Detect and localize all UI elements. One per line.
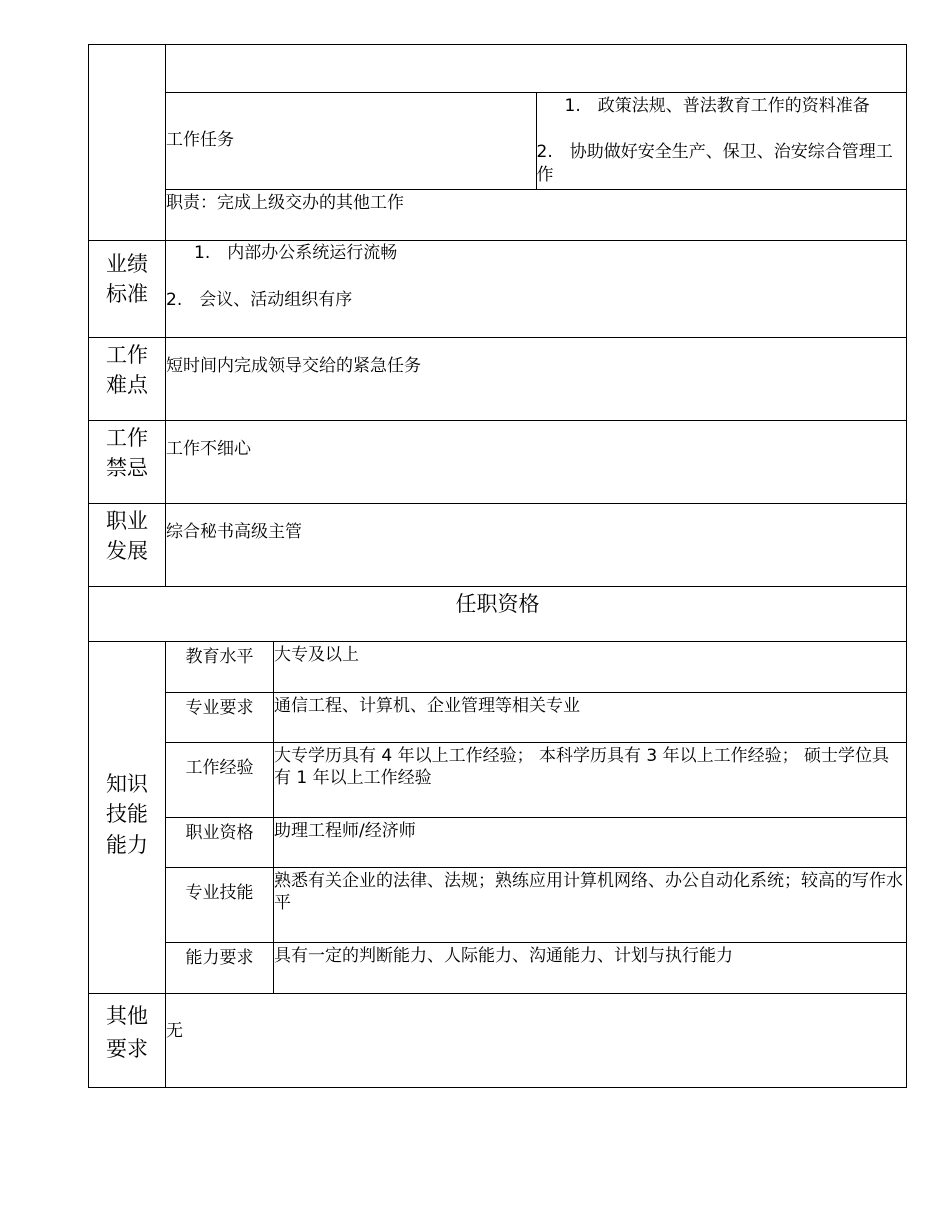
- qualification-row-value: 具有一定的判断能力、人际能力、沟通能力、计划与执行能力: [274, 942, 907, 993]
- difficulty-value: 短时间内完成领导交给的紧急任务: [166, 338, 907, 421]
- qualification-row-value: 通信工程、计算机、企业管理等相关专业: [274, 692, 907, 742]
- other-duty: 职责：完成上级交办的其他工作: [166, 189, 906, 240]
- qualification-label-line1: 知识: [106, 771, 148, 796]
- duty-blank-row: [166, 45, 906, 92]
- qualification-label-line3: 能力: [106, 832, 148, 857]
- qualification-row-label: 教育水平: [166, 642, 274, 692]
- career-label-line1: 职业: [106, 509, 148, 533]
- job-description-table: [88, 44, 907, 1088]
- other-label-line2: 要求: [106, 1036, 148, 1061]
- qualification-label: [89, 642, 166, 994]
- performance-item-1: 1. 内部办公系统运行流畅: [194, 243, 398, 263]
- qualification-label-line2: 技能: [106, 802, 148, 827]
- qualification-row-value: 大专及以上: [274, 645, 359, 665]
- performance-label: [89, 241, 166, 338]
- taboo-value: 工作不细心: [166, 421, 907, 504]
- performance-label-line2: 标准: [106, 282, 148, 307]
- other-label: [89, 994, 166, 1088]
- taboo-label-line2: 禁忌: [106, 456, 148, 481]
- duty-content-cell: [166, 45, 907, 241]
- taboo-label-line1: 工作: [106, 426, 148, 450]
- task-item-2: 2. 协助做好安全生产、保卫、治安综合管理工作: [536, 142, 893, 186]
- performance-content: [166, 241, 907, 338]
- qualification-title: 任职资格: [89, 587, 907, 642]
- qualification-row-label: 能力要求: [166, 942, 274, 993]
- career-label: [89, 504, 166, 587]
- duty-label-cell: [89, 45, 166, 241]
- qualification-row-value: 助理工程师/经济师: [274, 817, 907, 867]
- task-label: 工作任务: [166, 92, 536, 189]
- difficulty-label: [89, 338, 166, 421]
- other-value: 无: [166, 994, 907, 1088]
- qualification-row-value: 大专学历具有 4 年以上工作经验； 本科学历具有 3 年以上工作经验； 硕士学位具有 1 年以上工作经验: [274, 742, 907, 817]
- qualification-row-value: 熟悉有关企业的法律、法规；熟练应用计算机网络、办公自动化系统；较高的写作水平: [274, 867, 907, 942]
- career-value: 综合秘书高级主管: [166, 504, 907, 587]
- task-list: [536, 92, 906, 189]
- career-label-line2: 发展: [106, 539, 148, 564]
- qualification-content: [166, 642, 907, 994]
- qualification-row-label: 专业技能: [166, 867, 274, 942]
- other-label-line1: 其他: [106, 1004, 148, 1028]
- taboo-label: [89, 421, 166, 504]
- qualification-row-label: 职业资格: [166, 817, 274, 867]
- performance-item-2: 2. 会议、活动组织有序: [166, 289, 353, 310]
- job-description-document: [88, 44, 907, 1088]
- difficulty-label-line2: 难点: [106, 373, 148, 398]
- performance-label-line1: 业绩: [106, 252, 148, 276]
- qualification-row-label: 专业要求: [166, 692, 274, 742]
- task-item-1: 1. 政策法规、普法教育工作的资料准备: [564, 95, 870, 116]
- qualification-row-label: 工作经验: [166, 742, 274, 817]
- difficulty-label-line1: 工作: [106, 343, 148, 367]
